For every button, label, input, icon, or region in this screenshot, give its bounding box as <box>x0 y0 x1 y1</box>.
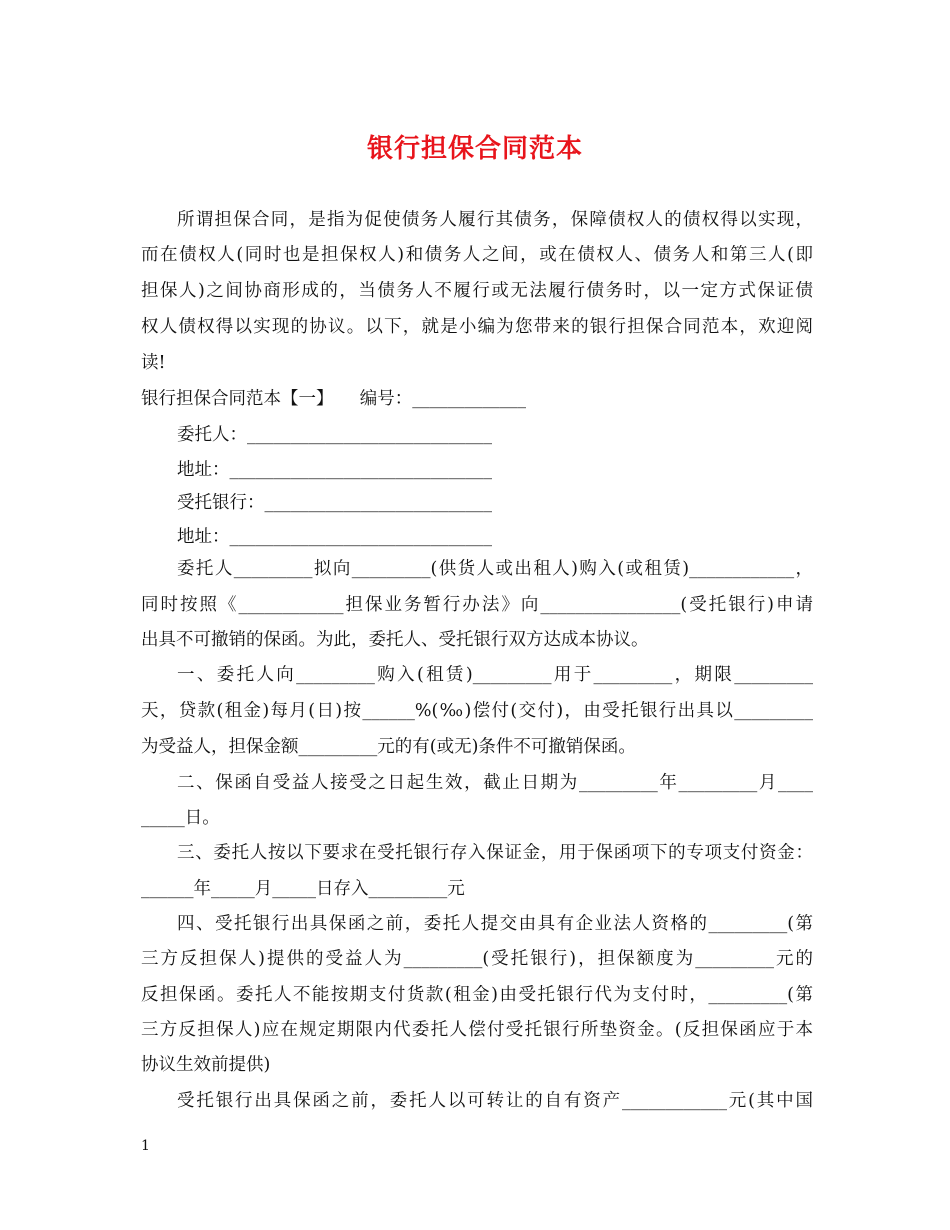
document-title: 银行担保合同范本 <box>366 134 583 164</box>
paragraph-line: 同时按照《____________担保业务暂行办法》向________________(受托银行)申请 <box>141 595 813 615</box>
paragraph-line: 权人债权得以实现的协议。以下，就是小编为您带来的银行担保合同范本，欢迎阅 <box>141 317 813 337</box>
paragraph-line: 天，贷款(租金)每月(日)按______%(‰)偿付(交付)，由受托银行出具以_________ <box>141 701 813 721</box>
paragraph-line: 担保人)之间协商形成的，当债务人不履行或无法履行债务时，以一定方式保证债 <box>141 281 813 301</box>
paragraph-line: 四、受托银行出具保函之前，委托人提交由具有企业法人资格的_________(第 <box>177 914 813 934</box>
paragraph-line: 所谓担保合同，是指为促使债务人履行其债务，保障债权人的债权得以实现， <box>177 210 813 230</box>
paragraph-line: 协议生效前提供) <box>141 1055 271 1075</box>
section-heading: 银行担保合同范本【一】 编号：_____________ <box>141 389 526 409</box>
paragraph-line: 为受益人，担保金额_________元的有(或无)条件不可撤销保函。 <box>141 737 636 757</box>
paragraph-line: _____日。 <box>141 808 220 828</box>
paragraph-line: 一、委托人向_________购入(租赁)_________用于_________，期限_________ <box>177 665 813 685</box>
form-field-line: 受托银行：__________________________ <box>177 493 492 513</box>
form-field-line: 地址：______________________________ <box>177 460 492 480</box>
paragraph-line: 委托人_________拟向_________(供货人或出租人)购入(或租赁)____________， <box>177 559 813 579</box>
page-number: 1 <box>141 1138 150 1154</box>
paragraph-line: 三方反担保人)提供的受益人为_________(受托银行)，担保额度为_________元的 <box>141 949 813 969</box>
paragraph-line: ______年_____月_____日存入_________元 <box>141 879 465 899</box>
paragraph-line: 而在债权人(同时也是担保权人)和债务人之间，或在债权人、债务人和第三人(即 <box>141 245 813 265</box>
paragraph-line: 出具不可撤销的保函。为此，委托人、受托银行双方达成本协议。 <box>141 630 649 650</box>
paragraph-line: 二、保函自受益人接受之日起生效，截止日期为_________年_________月____ <box>177 773 813 793</box>
paragraph-line: 三、委托人按以下要求在受托银行存入保证金，用于保函项下的专项支付资金： <box>177 843 813 863</box>
paragraph-line: 读! <box>141 353 166 373</box>
paragraph-line: 受托银行出具保函之前，委托人以可转让的自有资产____________元(其中国 <box>177 1091 813 1111</box>
form-field-line: 地址：______________________________ <box>177 527 492 547</box>
paragraph-line: 反担保函。委托人不能按期支付货款(租金)由受托银行代为支付时，_________(第 <box>141 985 813 1005</box>
form-field-line: 委托人：____________________________ <box>177 425 492 445</box>
paragraph-line: 三方反担保人)应在规定期限内代委托人偿付受托银行所垫资金。(反担保函应于本 <box>141 1020 813 1040</box>
